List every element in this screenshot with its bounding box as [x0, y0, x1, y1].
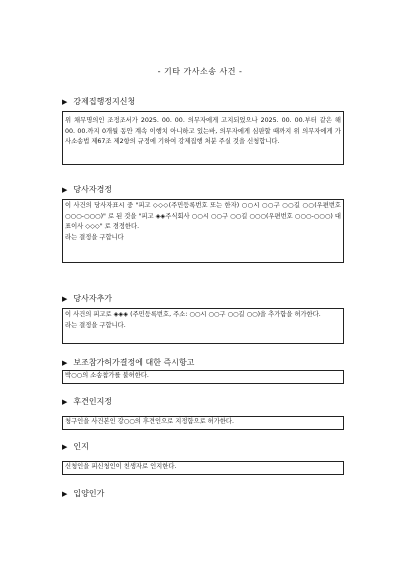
section-content-box — [62, 199, 344, 263]
paragraph: 라는 결정을 구합니다 — [65, 233, 124, 241]
triangle-bullet-icon: ▶ — [62, 443, 68, 451]
section-content-box — [62, 461, 344, 475]
paragraph: 라는 결정을 구합니다. — [65, 321, 126, 329]
section-heading: ▶ 당사자경정 — [62, 185, 113, 194]
paragraph: 청구인을 사건본인 강○○의 후견인으로 지정함으로 허가한다. — [65, 418, 234, 425]
section-adoption-approval — [62, 488, 344, 499]
triangle-bullet-icon: ▶ — [62, 295, 68, 303]
paragraph: 위 채무명의인 조정조서가 2025. 00. 00. 의무자에게 고지되었으나 2025. 00. 00.부터 같은 해 00. 00.까지 0개월 동안 계속 이행치 아니하고 있는바, 의무자에게 심판할 때까지 위 의무자에게 가사소송법 제67조 제2항의 규정에 기하여 강제집행 처분 주실 것을 신청합니다. — [65, 117, 341, 146]
section-acknowledgment — [62, 441, 344, 475]
paragraph: 박○○의 소송참가를 불허한다. — [65, 372, 149, 379]
section-content-box — [62, 308, 344, 344]
triangle-bullet-icon: ▶ — [62, 490, 68, 498]
page-title: - 기타 가사소송 사건 - — [157, 67, 243, 76]
section-heading: ▶ 입양인가 — [62, 489, 105, 498]
section-guardian-designation — [62, 396, 344, 430]
triangle-bullet-icon: ▶ — [62, 98, 68, 106]
triangle-bullet-icon: ▶ — [62, 186, 68, 194]
section-heading: ▶ 보조참가허가결정에 대한 즉시항고 — [62, 358, 195, 367]
paragraph: 이 사건의 피고로 ◈◈◈ (주민등록번호, 주소: ○○시 ○○구 ○○길 ○○)을 추가함을 허가한다. — [65, 311, 321, 318]
section-content-box — [62, 370, 344, 384]
section-party-addition — [62, 293, 344, 344]
section-heading: ▶ 후견인지정 — [62, 397, 113, 406]
paragraph: 이 사건의 당사자표시 중 "피고 ◇◇◇(주민등록번호 또는 한자) ○○시 ○○구 ○○길 ○○(우편번호 ○○○-○○○)" 로 된 것을 "피고 ◈◈주식회사 ○○시 ○○구 ○○길 ○○○(우편번호 ○○○-○○○) 대표이사 ◇◇◇" 로 경정한다. — [65, 202, 341, 231]
section-content-box — [62, 111, 344, 165]
section-intervention-appeal — [62, 357, 344, 384]
section-heading: ▶ 강제집행정지신청 — [62, 97, 136, 106]
section-heading: ▶ 당사자추가 — [62, 294, 113, 303]
triangle-bullet-icon: ▶ — [62, 359, 68, 367]
section-heading: ▶ 인지 — [62, 442, 89, 451]
triangle-bullet-icon: ▶ — [62, 398, 68, 406]
section-content-box — [62, 416, 344, 430]
paragraph: 신청인을 피신청인이 친생자로 인지한다. — [65, 463, 177, 470]
section-party-correction — [62, 184, 344, 263]
section-enforcement-stay — [62, 96, 344, 165]
